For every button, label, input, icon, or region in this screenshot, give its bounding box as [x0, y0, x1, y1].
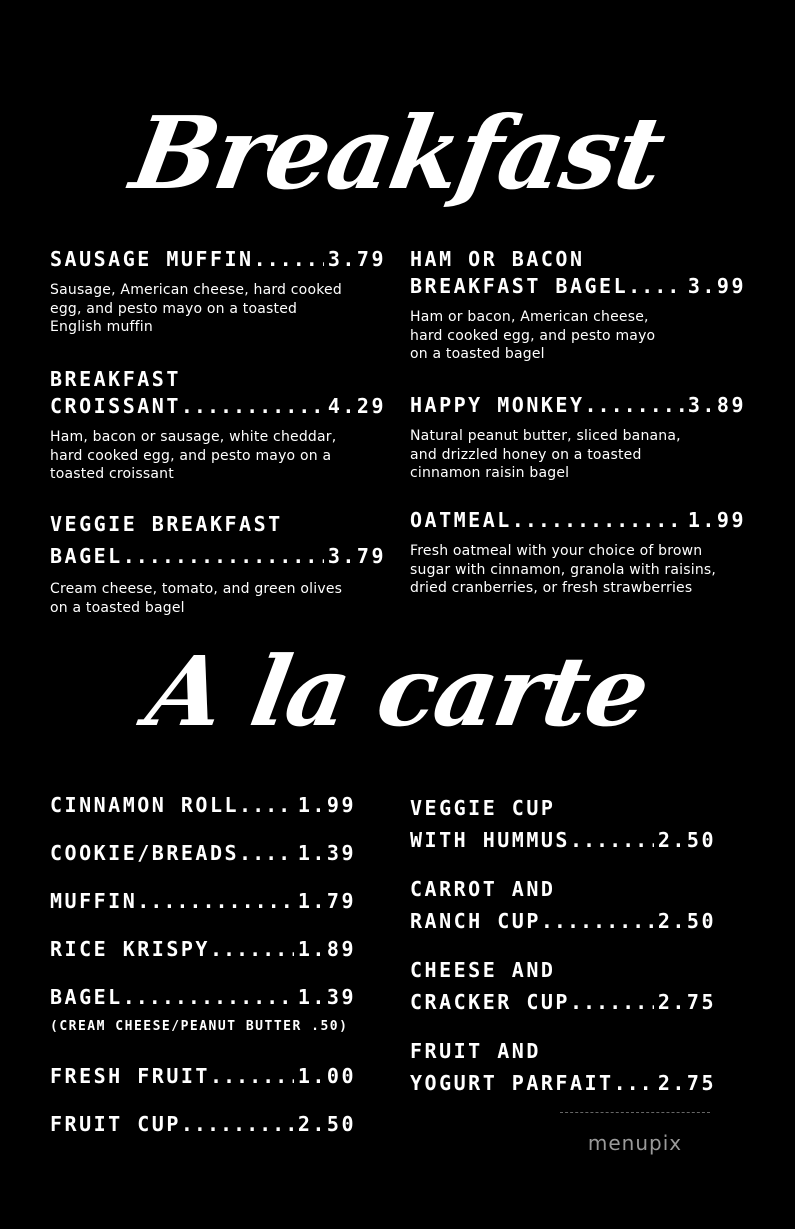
item-price: 3.79 [327, 247, 386, 271]
item-price: 1.89 [297, 937, 356, 961]
item-price: 1.99 [297, 793, 356, 817]
leader-dots [123, 984, 294, 1011]
item-name-line: BREAKFAST [50, 367, 181, 391]
item-name: SAUSAGE MUFFIN [50, 247, 254, 271]
item-name: CRACKER CUP [410, 990, 570, 1014]
menu-item-fruit-yogurt-parfait [410, 1035, 716, 1099]
menu-item-muffin [50, 888, 356, 915]
menu-item-veggie-breakfast-bagel [50, 508, 386, 617]
item-description: Fresh oatmeal with your choice of brown sugar with cinnamon, granola with raisins, dried cranberries, or fresh strawberries [410, 543, 717, 596]
menu-item-rice-krispy [50, 936, 356, 963]
leader-dots [628, 273, 684, 300]
leader-dots [239, 840, 294, 867]
menu-item-happy-monkey [410, 392, 746, 483]
item-name: CROISSANT [50, 394, 181, 418]
leader-dots [585, 392, 684, 419]
item-price: 2.50 [657, 828, 716, 852]
item-price: 1.39 [297, 985, 356, 1009]
item-description: Sausage, American cheese, hard cooked egg, and pesto mayo on a toasted English muffin [50, 282, 342, 335]
menu-item-carrot-ranch-cup [410, 873, 716, 937]
item-name-line: FRUIT AND [410, 1039, 541, 1063]
leader-dots [239, 792, 294, 819]
item-name: COOKIE/BREADS [50, 841, 240, 865]
item-name-line: HAM OR BACON [410, 247, 585, 271]
item-name: OATMEAL [410, 508, 512, 532]
leader-dots [570, 824, 654, 856]
leader-dots [541, 905, 654, 937]
item-name-line: CHEESE AND [410, 958, 556, 982]
item-name-line: VEGGIE CUP [410, 796, 556, 820]
leader-dots [137, 888, 294, 915]
item-description: Natural peanut butter, sliced banana, and drizzled honey on a toasted cinnamon raisin bagel [410, 428, 681, 481]
menupix-watermark [560, 1112, 710, 1169]
item-price: 3.99 [687, 274, 746, 298]
menu-item-cinnamon-roll [50, 792, 356, 819]
menu-item-fruit-cup [50, 1111, 356, 1138]
item-price: 2.50 [297, 1112, 356, 1136]
item-price: 2.50 [657, 909, 716, 933]
item-price: 1.79 [297, 889, 356, 913]
item-name: MUFFIN [50, 889, 138, 913]
leader-dots [210, 1063, 294, 1090]
leader-dots [181, 393, 324, 420]
item-name: HAPPY MONKEY [410, 393, 585, 417]
item-name-line: CARROT AND [410, 877, 556, 901]
menu-item-sausage-muffin [50, 246, 386, 337]
item-price: 1.39 [297, 841, 356, 865]
item-price: 1.00 [297, 1064, 356, 1088]
item-price: 1.99 [687, 508, 746, 532]
item-name: BAGEL [50, 544, 123, 568]
leader-dots [123, 540, 324, 572]
item-name: BAGEL [50, 985, 123, 1009]
menu-item-breakfast-croissant [50, 366, 386, 484]
item-name: BREAKFAST BAGEL [410, 274, 629, 298]
bagel-addon-note: (CREAM CHEESE/PEANUT BUTTER .50) [50, 1019, 349, 1034]
menu-item-bagel [50, 984, 356, 1011]
menu-item-cheese-cracker-cup [410, 954, 716, 1018]
item-name: RICE KRISPY [50, 937, 210, 961]
menu-item-ham-or-bacon-bagel [410, 246, 746, 364]
item-description: Cream cheese, tomato, and green olives on a toasted bagel [50, 581, 343, 616]
breakfast-heading: Breakfast [123, 94, 672, 212]
leader-dots [614, 1067, 654, 1099]
item-description: Ham or bacon, American cheese, hard cooked egg, and pesto mayo on a toasted bagel [410, 309, 656, 362]
item-price: 3.89 [687, 393, 746, 417]
a-la-carte-heading: A la carte [139, 635, 656, 748]
leader-dots [570, 986, 654, 1018]
leader-dots [210, 936, 294, 963]
item-name: YOGURT PARFAIT [410, 1071, 614, 1095]
item-name-line: VEGGIE BREAKFAST [50, 512, 283, 536]
item-price: 2.75 [657, 990, 716, 1014]
item-name: RANCH CUP [410, 909, 541, 933]
watermark-text: menupix [587, 1131, 683, 1155]
item-name: WITH HUMMUS [410, 828, 570, 852]
item-name: FRESH FRUIT [50, 1064, 210, 1088]
menu-item-veggie-cup [410, 792, 716, 856]
menu-item-oatmeal [410, 507, 746, 598]
leader-dots [512, 507, 684, 534]
leader-dots [181, 1111, 294, 1138]
item-description: Ham, bacon or sausage, white cheddar, hard cooked egg, and pesto mayo on a toasted croissant [50, 429, 337, 482]
menu-item-fresh-fruit [50, 1063, 356, 1090]
item-price: 2.75 [657, 1071, 716, 1095]
leader-dots [254, 246, 324, 273]
item-name: CINNAMON ROLL [50, 793, 240, 817]
item-price: 4.29 [327, 394, 386, 418]
item-name: FRUIT CUP [50, 1112, 181, 1136]
menu-item-cookie-breads [50, 840, 356, 867]
item-price: 3.79 [327, 544, 386, 568]
